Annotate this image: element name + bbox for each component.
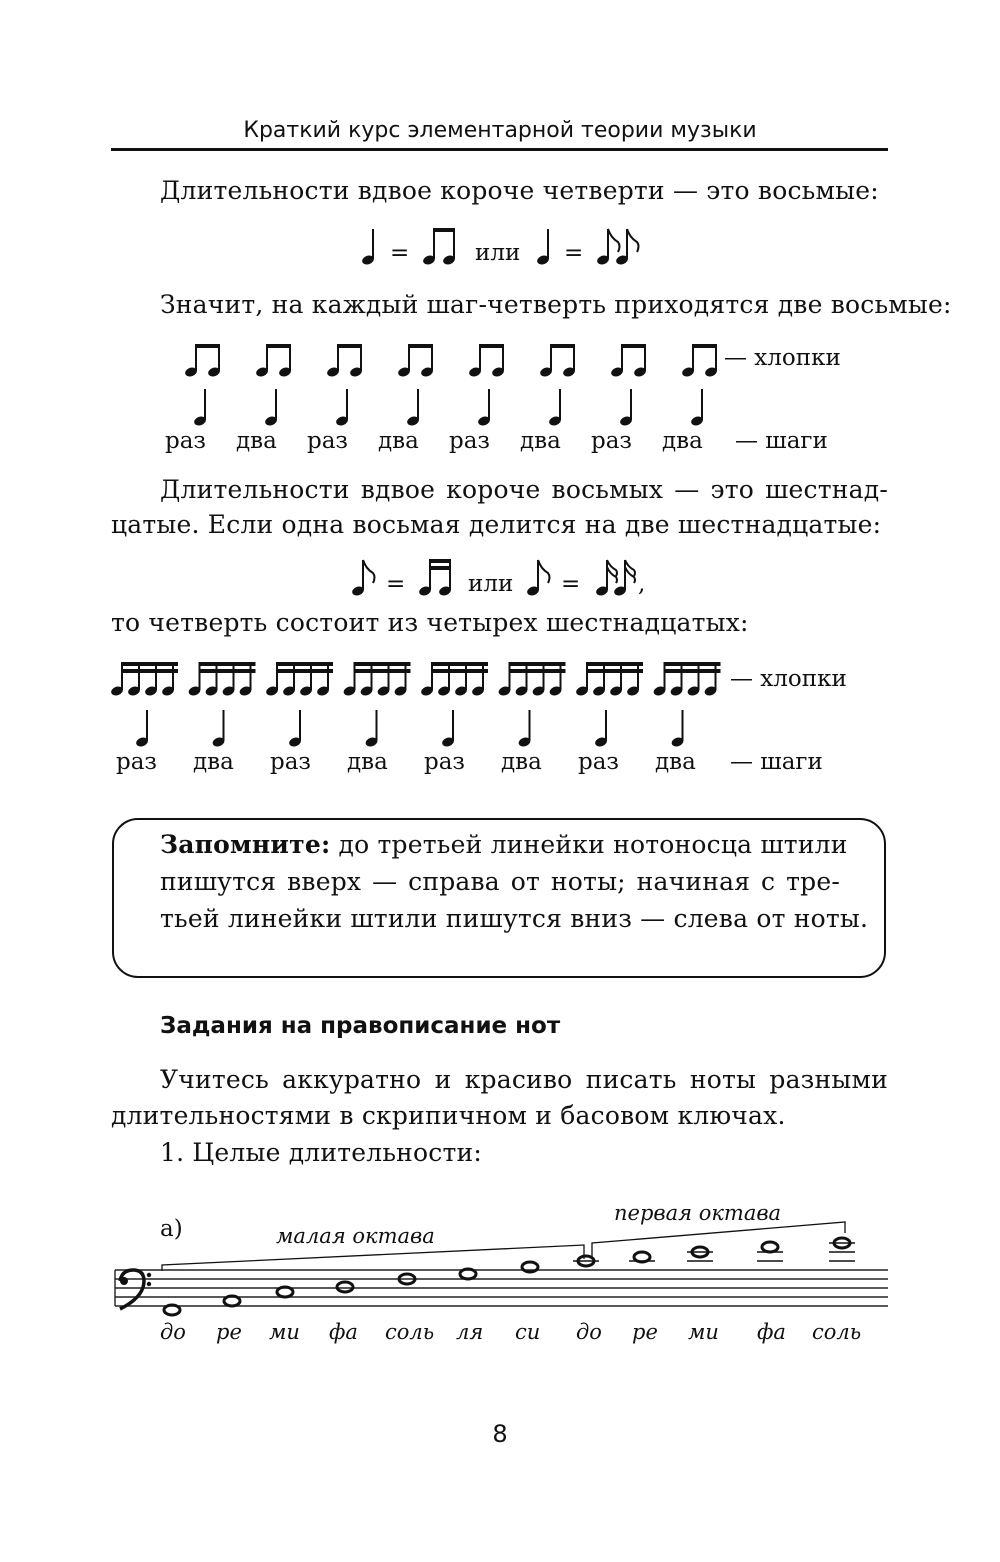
quarter-note-icon xyxy=(619,389,633,427)
quarter-note-icon xyxy=(264,389,278,427)
sixteenth-note-icon xyxy=(703,663,717,697)
sixteenth-note-icon xyxy=(282,663,296,697)
eighth-note-icon xyxy=(562,345,576,378)
quarter-note-icon xyxy=(288,710,302,748)
step-label: раз xyxy=(307,428,348,454)
beamed-sixteenth-group-icon xyxy=(652,662,720,697)
beamed-sixteenth-group-icon xyxy=(342,662,410,697)
remember-line1 xyxy=(160,830,848,859)
note-name: ре xyxy=(216,1320,242,1344)
bass-staff-exercise xyxy=(0,1195,1000,1355)
note-name: ми xyxy=(688,1320,719,1344)
sixteenth-note-icon xyxy=(609,663,623,697)
quarter-note-icon xyxy=(364,710,378,748)
whole-note-icon xyxy=(573,1256,599,1266)
sixteenth-note-icon xyxy=(144,663,158,697)
tasks-para-line2: длительностями в скрипичном и басовом ключах. xyxy=(111,1101,786,1130)
eighths-intro: Длительности вдвое короче четверти — это восьмые: xyxy=(160,176,879,205)
flagged-sixteenths-icon xyxy=(595,560,635,597)
step-label: раз xyxy=(270,749,311,775)
step-label: два xyxy=(193,749,234,775)
eighth-note-icon xyxy=(539,345,553,378)
sixteenth-note-icon xyxy=(626,663,640,697)
first-octave-label: первая октава xyxy=(614,1201,782,1225)
whole-note-icon xyxy=(224,1296,240,1306)
eighth-note-icon xyxy=(326,345,340,378)
beamed-eighth-pair-icon xyxy=(397,344,434,378)
quarter-note-icon xyxy=(335,389,349,427)
quarter-note-icon xyxy=(690,389,704,427)
whole-note-icon xyxy=(460,1269,476,1279)
sixteenth-note-icon xyxy=(316,663,330,697)
sixteenth-note-icon xyxy=(575,663,589,697)
note-name: соль xyxy=(385,1320,435,1344)
eighths-per-step: Значит, на каждый шаг-четверть приходятся две восьмые: xyxy=(160,290,952,319)
eighths-rhythm-diagram xyxy=(0,335,1000,455)
tasks-item1: 1. Целые длительности: xyxy=(160,1138,483,1167)
quarter-note-icon xyxy=(594,710,608,748)
quarter-note-icon xyxy=(135,710,149,748)
equals-sign: = xyxy=(561,571,581,597)
quarter-note-icon xyxy=(211,710,225,748)
beamed-sixteenth-group-icon xyxy=(497,662,565,697)
sixteenths-intro-line2: цатые. Если одна восьмая делится на две шестнадцатые: xyxy=(111,510,882,539)
step-label: два xyxy=(520,428,561,454)
sixteenth-note-icon xyxy=(686,663,700,697)
step-label: два xyxy=(655,749,696,775)
note-name: ре xyxy=(632,1320,658,1344)
eighth-note-icon xyxy=(526,560,550,597)
whole-note-icon xyxy=(629,1252,655,1262)
whole-note-icon xyxy=(164,1305,180,1315)
sixteenth-note-icon xyxy=(299,663,313,697)
eighth-note-icon xyxy=(184,345,198,378)
quarter-note-icon xyxy=(536,229,550,266)
quarter-note-icon xyxy=(477,389,491,427)
first-octave-bracket xyxy=(592,1222,845,1259)
eighth-note-icon xyxy=(491,345,505,378)
equals-sign: = xyxy=(386,571,406,597)
equals-sign: = xyxy=(564,240,584,266)
eighths-equation xyxy=(360,222,650,270)
beamed-eighth-pair-icon xyxy=(326,344,363,378)
claps-label: — хлопки xyxy=(724,345,841,371)
eighth-note-icon xyxy=(420,345,434,378)
quarter-note-icon xyxy=(517,710,531,748)
remember-label: Запомните: xyxy=(160,830,331,859)
remember-line3: тьей линейки штили пишутся вниз — слева от ноты. xyxy=(160,904,869,933)
staff-lines xyxy=(115,1270,888,1306)
eighth-note-icon xyxy=(610,345,624,378)
or-word: или xyxy=(475,240,521,266)
beamed-sixteenth-group-icon xyxy=(110,662,178,697)
whole-note-icon xyxy=(337,1282,353,1292)
sixteenths-rhythm-diagram xyxy=(0,655,1000,775)
note-name: фа xyxy=(757,1320,786,1344)
sixteenth-note-icon xyxy=(420,663,434,697)
exercise-label: а) xyxy=(160,1216,183,1242)
sixteenth-note-icon xyxy=(204,663,218,697)
beamed-eighth-pair-icon xyxy=(255,344,292,378)
sixteenth-note-icon xyxy=(265,663,279,697)
running-header: Краткий курс элементарной теории музыки xyxy=(243,118,757,143)
whole-note-icon xyxy=(829,1238,855,1261)
step-label: раз xyxy=(165,428,206,454)
eighth-note-icon xyxy=(397,345,411,378)
sixteenth-note-icon xyxy=(342,663,356,697)
step-label: раз xyxy=(116,749,157,775)
step-label: два xyxy=(501,749,542,775)
sixteenth-note-icon xyxy=(669,663,683,697)
step-label: раз xyxy=(424,749,465,775)
eighth-note-icon xyxy=(349,345,363,378)
sixteenths-intro-line1: Длительности вдвое короче восьмых — это шестнад- xyxy=(160,475,888,504)
claps-label: — хлопки xyxy=(730,666,847,692)
sixteenth-note-icon xyxy=(592,663,606,697)
sixteenth-note-icon xyxy=(437,663,451,697)
eighth-note-icon xyxy=(351,560,375,597)
sixteenth-note-icon xyxy=(110,663,124,697)
whole-note-icon xyxy=(687,1247,713,1261)
beamed-sixteenth-group-icon xyxy=(265,662,333,697)
sixteenth-note-icon xyxy=(652,663,666,697)
quarter-note-icon xyxy=(670,710,684,748)
beamed-eighth-pair-icon xyxy=(681,344,718,378)
equals-sign: = xyxy=(390,240,410,266)
beamed-sixteenths-icon xyxy=(418,559,452,597)
sixteenth-note-icon xyxy=(127,663,141,697)
sixteenth-note-icon xyxy=(531,663,545,697)
tasks-para-line1: Учитесь аккуратно и красиво писать ноты разными xyxy=(160,1065,888,1094)
step-label: два xyxy=(347,749,388,775)
quarter-note-icon xyxy=(441,710,455,748)
note-name: соль xyxy=(812,1320,862,1344)
sixteenth-note-icon xyxy=(393,663,407,697)
step-label: два xyxy=(378,428,419,454)
sixteenth-note-icon xyxy=(497,663,511,697)
beamed-eighth-pair-icon xyxy=(468,344,505,378)
flagged-eighths-icon xyxy=(596,229,639,266)
eighth-note-icon xyxy=(255,345,269,378)
eighth-note-icon xyxy=(207,345,221,378)
sixteenth-note-icon xyxy=(454,663,468,697)
sixteenth-note-icon xyxy=(471,663,485,697)
quarter-note-icon xyxy=(193,389,207,427)
whole-note-icon xyxy=(277,1287,293,1297)
step-label: раз xyxy=(591,428,632,454)
note-name: ми xyxy=(269,1320,300,1344)
quarter-note-icon xyxy=(406,389,420,427)
whole-note-icon xyxy=(522,1262,538,1272)
beamed-eighth-pair-icon xyxy=(539,344,576,378)
sixteenth-note-icon xyxy=(514,663,528,697)
beamed-eighths-icon xyxy=(422,228,456,266)
remember-line2: пишутся вверх — справа от ноты; начиная с тре- xyxy=(160,867,840,896)
section-title: Задания на правописание нот xyxy=(160,1013,561,1039)
header-rule xyxy=(111,148,888,151)
step-label: два xyxy=(236,428,277,454)
note-name: си xyxy=(515,1320,541,1344)
eighth-note-icon xyxy=(704,345,718,378)
beamed-eighth-pair-icon xyxy=(184,344,221,378)
sixteenths-quarter-line: то четверть состоит из четырех шестнадцатых: xyxy=(111,608,749,637)
eighth-note-icon xyxy=(278,345,292,378)
sixteenth-note-icon xyxy=(187,663,201,697)
bass-clef-icon xyxy=(120,1270,151,1309)
sixteenth-note-icon xyxy=(548,663,562,697)
page-number: 8 xyxy=(492,1420,508,1448)
beamed-sixteenth-group-icon xyxy=(575,662,643,697)
eighth-note-icon xyxy=(633,345,647,378)
quarter-note-icon xyxy=(548,389,562,427)
step-label: раз xyxy=(449,428,490,454)
sixteenth-note-icon xyxy=(238,663,252,697)
note-name: до xyxy=(576,1320,602,1344)
remember-line1-text: до третьей линейки нотоносца штили xyxy=(330,830,848,859)
comma: , xyxy=(638,571,646,597)
quarter-note-icon xyxy=(361,229,375,266)
steps-label: — шаги xyxy=(730,749,823,775)
or-word: или xyxy=(468,571,514,597)
sixteenth-note-icon xyxy=(161,663,175,697)
sixteenths-equation xyxy=(350,553,650,601)
eighth-note-icon xyxy=(681,345,695,378)
beamed-sixteenth-group-icon xyxy=(187,662,255,697)
beamed-eighth-pair-icon xyxy=(610,344,647,378)
step-label: раз xyxy=(578,749,619,775)
whole-note-icon xyxy=(757,1242,783,1261)
small-octave-label: малая октава xyxy=(276,1224,435,1248)
beamed-sixteenth-group-icon xyxy=(420,662,488,697)
eighth-note-icon xyxy=(468,345,482,378)
note-name: фа xyxy=(329,1320,358,1344)
step-label: два xyxy=(662,428,703,454)
sixteenth-note-icon xyxy=(359,663,373,697)
sixteenth-note-icon xyxy=(376,663,390,697)
note-name: ля xyxy=(456,1320,484,1344)
sixteenth-note-icon xyxy=(221,663,235,697)
steps-label: — шаги xyxy=(735,428,828,454)
note-name: до xyxy=(160,1320,186,1344)
